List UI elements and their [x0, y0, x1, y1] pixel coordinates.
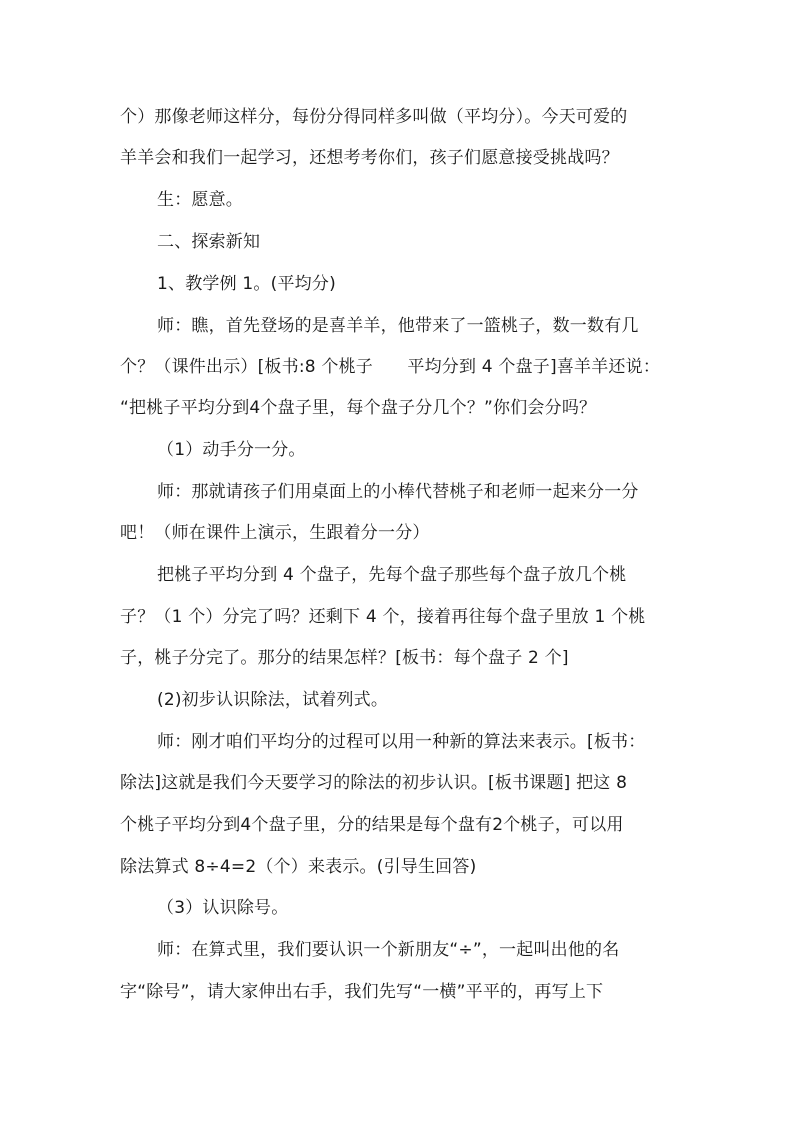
text-line: 个桃子平均分到4个盘子里，分的结果是每个盘有2个桃子，可以用: [120, 815, 624, 835]
text-line: 师：那就请孩子们用桌面上的小棒代替桃子和老师一起来分一分: [157, 482, 639, 502]
subsection-heading: （3）认识除号。: [157, 898, 289, 918]
text-line: 个）那像老师这样分，每份分得同样多叫做（平均分）。今天可爱的: [120, 107, 628, 127]
text-line: 个？（课件出示）[板书:8 个桃子 平均分到 4 个盘子]喜羊羊还说：: [120, 357, 661, 377]
text-line: 字“除号”，请大家伸出右手，我们先写“一横”平平的，再写上下: [120, 982, 604, 1002]
subsection-heading: (2)初步认识除法，试着列式。: [157, 690, 389, 710]
text-line: 师：瞧，首先登场的是喜羊羊，他带来了一篮桃子，数一数有几: [157, 316, 639, 336]
text-line: “把桃子平均分到4个盘子里，每个盘子分几个？”你们会分吗？: [120, 398, 597, 418]
text-line: 师：刚才咱们平均分的过程可以用一种新的算法来表示。[板书：: [157, 732, 646, 752]
text-line: 子？（1 个）分完了吗？还剩下 4 个，接着再往每个盘子里放 1 个桃: [120, 607, 646, 627]
text-line: 子，桃子分完了。那分的结果怎样？[板书：每个盘子 2 个]: [120, 648, 569, 668]
text-line: 吧！（师在课件上演示，生跟着分一分）: [120, 523, 430, 543]
text-line: 羊羊会和我们一起学习，还想考考你们，孩子们愿意接受挑战吗？: [120, 148, 619, 168]
text-line: 把桃子平均分到 4 个盘子，先每个盘子那些每个盘子放几个桃: [157, 565, 627, 585]
text-line: 师：在算式里，我们要认识一个新朋友“÷”，一起叫出他的名: [157, 940, 620, 960]
text-line: 生：愿意。: [157, 190, 243, 210]
text-line: 除法]这就是我们今天要学习的除法的初步认识。[板书课题] 把这 8: [120, 773, 628, 793]
subsection-heading: 1、教学例 1。(平均分): [157, 274, 336, 294]
section-heading: 二、探索新知: [157, 232, 261, 252]
subsection-heading: （1）动手分一分。: [157, 440, 306, 460]
text-line: 除法算式 8÷4=2（个）来表示。(引导生回答): [120, 857, 477, 877]
